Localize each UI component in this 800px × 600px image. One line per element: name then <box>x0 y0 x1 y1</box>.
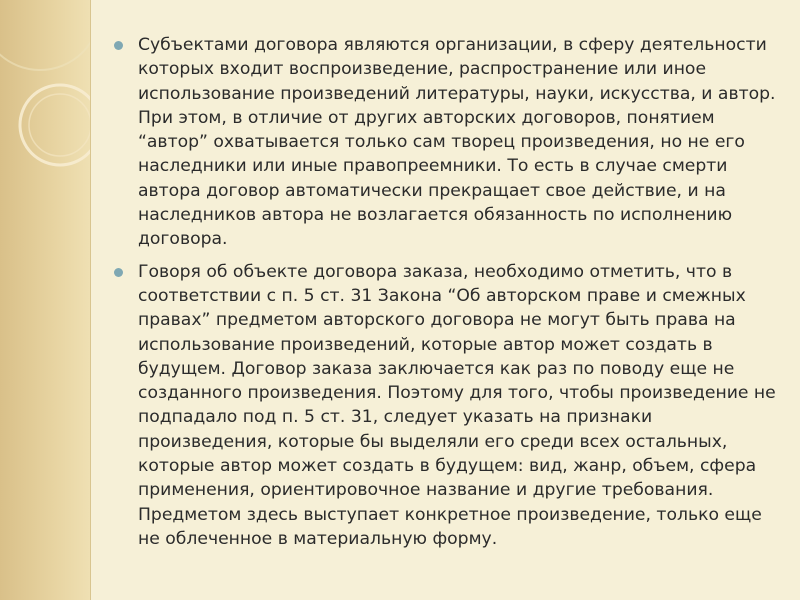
bullet-circle-icon <box>114 41 123 50</box>
bullet-item <box>112 33 782 252</box>
bullet-item <box>112 260 782 552</box>
decorative-circles <box>0 0 90 600</box>
bullet-text: Субъектами договора являются организации, в сферу деятельности которых входит воспроизведение, распространение или иное использование произведений литературы, науки, искусства, и автор. При этом, в отличие от других авторских договоров, понятием “автор” охватывается только сам творец произведения, но не его наследники или иные правопреемники. То есть в случае смерти автора договор автоматически прекращает свое действие, и на наследников автора не возлагается обязанность по исполнению договора. <box>138 35 776 250</box>
decorative-left-band <box>0 0 91 600</box>
bullet-list <box>112 33 782 551</box>
bullet-circle-icon <box>114 268 123 277</box>
bullet-text: Говоря об объекте договора заказа, необходимо отметить, что в соответствии с п. 5 ст. 31 Закона “Об авторском праве и смежных правах” предметом авторского договора не могут быть права на использование произведений, которые автор может создать в будущем. Договор заказа заключается как раз по поводу еще не созданного произведения. Поэтому для того, чтобы произведение не подпадало под п. 5 ст. 31, следует указать на признаки произведения, которые бы выделяли его среди всех остальных, которые автор может создать в будущем: вид, жанр, объем, сфера применения, ориентировочное название и другие требования. Предметом здесь выступает конкретное произведение, только еще не облеченное в материальную форму. <box>138 261 776 549</box>
slide-content <box>112 33 782 559</box>
